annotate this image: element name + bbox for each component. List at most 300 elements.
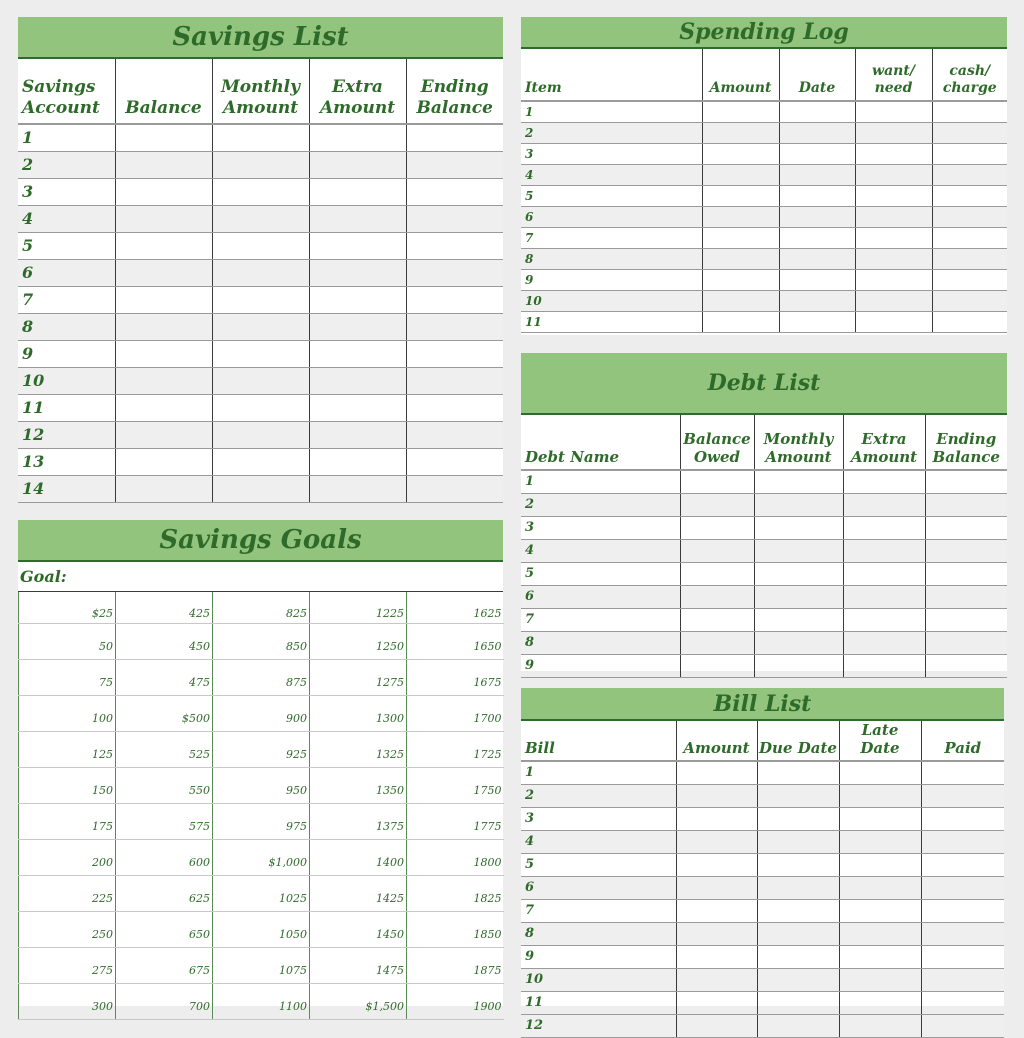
table-cell[interactable] (921, 991, 1004, 1014)
table-cell[interactable] (115, 124, 212, 151)
goal-amount-cell[interactable]: 200 (19, 839, 116, 875)
table-cell[interactable] (779, 227, 855, 248)
table-cell[interactable] (921, 1014, 1004, 1037)
goal-amount-cell[interactable]: 275 (19, 947, 116, 983)
table-cell[interactable] (212, 286, 309, 313)
row-number: 4 (521, 164, 702, 185)
table-cell[interactable] (309, 124, 406, 151)
table-cell[interactable] (855, 164, 932, 185)
table-cell[interactable] (932, 185, 1007, 206)
table-cell[interactable] (309, 421, 406, 448)
table-cell[interactable] (925, 516, 1007, 539)
table-cell[interactable] (680, 493, 754, 516)
table-cell[interactable] (839, 899, 921, 922)
goal-amount-cell[interactable]: 700 (116, 983, 213, 1019)
table-cell[interactable] (839, 991, 921, 1014)
table-row (18, 367, 503, 394)
table-cell[interactable] (855, 248, 932, 269)
goal-amount-cell[interactable]: 100 (19, 695, 116, 731)
table-cell[interactable] (932, 206, 1007, 227)
table-cell[interactable] (212, 259, 309, 286)
goal-row (19, 767, 504, 803)
table-cell[interactable] (309, 367, 406, 394)
table-cell[interactable] (115, 259, 212, 286)
table-cell[interactable] (309, 313, 406, 340)
table-cell[interactable] (676, 876, 757, 899)
table-cell[interactable] (839, 1014, 921, 1037)
table-row (521, 470, 1007, 493)
goal-amount-cell[interactable]: 50 (19, 623, 116, 659)
spending-log-header-want-need: want/ need (855, 49, 932, 101)
table-cell[interactable] (855, 206, 932, 227)
table-cell[interactable] (779, 269, 855, 290)
goal-amount-cell[interactable]: 925 (213, 731, 310, 767)
table-cell[interactable] (406, 367, 503, 394)
goal-amount-cell[interactable]: 1775 (407, 803, 504, 839)
table-cell[interactable] (855, 227, 932, 248)
table-cell[interactable] (680, 562, 754, 585)
row-number: 6 (521, 876, 676, 899)
spending-log-header-date: Date (779, 49, 855, 101)
table-cell[interactable] (754, 470, 843, 493)
table-cell[interactable] (932, 290, 1007, 311)
table-cell[interactable] (115, 232, 212, 259)
table-row (521, 631, 1007, 654)
goal-amount-cell[interactable]: 1625 (407, 592, 504, 623)
table-cell[interactable] (309, 394, 406, 421)
table-cell[interactable] (309, 151, 406, 178)
table-cell[interactable] (676, 830, 757, 853)
table-cell[interactable] (932, 143, 1007, 164)
table-cell[interactable] (754, 631, 843, 654)
table-cell[interactable] (676, 853, 757, 876)
table-cell[interactable] (309, 178, 406, 205)
table-cell[interactable] (680, 631, 754, 654)
table-cell[interactable] (925, 608, 1007, 631)
table-cell[interactable] (680, 516, 754, 539)
goal-amount-cell[interactable]: 1675 (407, 659, 504, 695)
table-cell[interactable] (932, 311, 1007, 332)
savings-list-header-monthly-amount: Monthly Amount (212, 59, 309, 124)
table-cell[interactable] (680, 470, 754, 493)
table-cell[interactable] (115, 340, 212, 367)
table-cell[interactable] (406, 205, 503, 232)
table-cell[interactable] (757, 899, 839, 922)
table-cell[interactable] (925, 539, 1007, 562)
table-cell[interactable] (932, 269, 1007, 290)
table-cell[interactable] (757, 784, 839, 807)
goal-amount-cell[interactable]: 75 (19, 659, 116, 695)
row-number: 6 (521, 206, 702, 227)
table-cell[interactable] (702, 311, 779, 332)
table-cell[interactable] (754, 608, 843, 631)
table-cell[interactable] (212, 151, 309, 178)
row-number: 1 (521, 470, 680, 493)
goal-amount-cell[interactable]: 950 (213, 767, 310, 803)
table-cell[interactable] (406, 340, 503, 367)
table-cell[interactable] (212, 232, 309, 259)
goal-amount-cell[interactable]: 1400 (310, 839, 407, 875)
table-cell[interactable] (757, 945, 839, 968)
goal-amount-cell[interactable]: 1375 (310, 803, 407, 839)
table-cell[interactable] (757, 968, 839, 991)
table-cell[interactable] (702, 227, 779, 248)
goal-amount-cell[interactable]: 600 (116, 839, 213, 875)
table-cell[interactable] (676, 807, 757, 830)
goal-amount-cell[interactable]: 525 (116, 731, 213, 767)
table-cell[interactable] (309, 475, 406, 502)
savings-goals-title: Savings Goals (18, 520, 503, 562)
table-cell[interactable] (212, 205, 309, 232)
table-cell[interactable] (309, 448, 406, 475)
table-cell[interactable] (702, 269, 779, 290)
table-cell[interactable] (115, 286, 212, 313)
table-cell[interactable] (925, 654, 1007, 677)
table-cell[interactable] (921, 899, 1004, 922)
table-cell[interactable] (779, 185, 855, 206)
table-cell[interactable] (406, 421, 503, 448)
savings-goals-grid (18, 592, 504, 1020)
row-number: 2 (521, 784, 676, 807)
goal-amount-cell[interactable]: 1300 (310, 695, 407, 731)
table-cell[interactable] (115, 448, 212, 475)
savings-list-header-row (18, 59, 503, 124)
goal-row (19, 592, 504, 623)
savings-list-header-savings-account: Savings Account (18, 59, 115, 124)
goal-amount-cell[interactable]: 975 (213, 803, 310, 839)
goal-amount-cell[interactable]: 1275 (310, 659, 407, 695)
table-cell[interactable] (921, 761, 1004, 784)
table-cell[interactable] (212, 448, 309, 475)
table-cell[interactable] (676, 761, 757, 784)
row-number: 2 (521, 122, 702, 143)
table-cell[interactable] (676, 899, 757, 922)
savings-goals-panel (18, 520, 503, 1013)
table-cell[interactable] (754, 539, 843, 562)
table-cell[interactable] (932, 164, 1007, 185)
table-cell[interactable] (779, 248, 855, 269)
goal-amount-cell[interactable]: $1,000 (213, 839, 310, 875)
goal-amount-cell[interactable]: 1900 (407, 983, 504, 1019)
table-cell[interactable] (843, 654, 925, 677)
goal-amount-cell[interactable]: 1325 (310, 731, 407, 767)
table-cell[interactable] (676, 922, 757, 945)
goal-amount-cell[interactable]: 675 (116, 947, 213, 983)
goal-amount-cell[interactable]: $1,500 (310, 983, 407, 1019)
savings-list-panel (18, 17, 503, 503)
table-cell[interactable] (754, 585, 843, 608)
row-number: 8 (18, 313, 115, 340)
goal-amount-cell[interactable]: 825 (213, 592, 310, 623)
goal-row (19, 911, 504, 947)
table-cell[interactable] (212, 421, 309, 448)
row-number: 13 (18, 448, 115, 475)
goal-amount-cell[interactable]: 250 (19, 911, 116, 947)
goal-amount-cell[interactable]: 175 (19, 803, 116, 839)
goal-amount-cell[interactable]: 1650 (407, 623, 504, 659)
row-number: 2 (18, 151, 115, 178)
table-row (521, 493, 1007, 516)
debt-list-table (521, 415, 1007, 678)
table-cell[interactable] (680, 539, 754, 562)
row-number: 1 (18, 124, 115, 151)
goal-amount-cell[interactable]: 1450 (310, 911, 407, 947)
table-cell[interactable] (839, 968, 921, 991)
table-cell[interactable] (406, 259, 503, 286)
goal-amount-cell[interactable]: 1800 (407, 839, 504, 875)
table-cell[interactable] (406, 151, 503, 178)
goal-amount-cell[interactable]: 1350 (310, 767, 407, 803)
row-number: 12 (18, 421, 115, 448)
table-cell[interactable] (921, 807, 1004, 830)
table-cell[interactable] (757, 761, 839, 784)
table-cell[interactable] (406, 124, 503, 151)
table-cell[interactable] (843, 539, 925, 562)
table-cell[interactable] (115, 151, 212, 178)
table-cell[interactable] (839, 830, 921, 853)
goal-amount-cell[interactable]: 1225 (310, 592, 407, 623)
table-cell[interactable] (855, 311, 932, 332)
goal-amount-cell[interactable]: $25 (19, 592, 116, 623)
table-cell[interactable] (925, 470, 1007, 493)
table-cell[interactable] (843, 608, 925, 631)
table-row (18, 286, 503, 313)
goal-amount-cell[interactable]: 300 (19, 983, 116, 1019)
table-cell[interactable] (855, 143, 932, 164)
goal-amount-cell[interactable]: 1700 (407, 695, 504, 731)
table-cell[interactable] (754, 562, 843, 585)
table-row (521, 539, 1007, 562)
table-cell[interactable] (921, 922, 1004, 945)
table-cell[interactable] (702, 143, 779, 164)
table-cell[interactable] (921, 945, 1004, 968)
table-cell[interactable] (921, 784, 1004, 807)
goal-amount-cell[interactable]: 850 (213, 623, 310, 659)
table-cell[interactable] (676, 945, 757, 968)
table-cell[interactable] (779, 206, 855, 227)
goal-amount-cell[interactable]: 1025 (213, 875, 310, 911)
table-cell[interactable] (212, 178, 309, 205)
table-cell[interactable] (702, 290, 779, 311)
table-cell[interactable] (676, 991, 757, 1014)
table-cell[interactable] (115, 205, 212, 232)
table-cell[interactable] (406, 232, 503, 259)
table-cell[interactable] (702, 164, 779, 185)
table-cell[interactable] (925, 562, 1007, 585)
table-cell[interactable] (309, 259, 406, 286)
goal-amount-cell[interactable]: 125 (19, 731, 116, 767)
table-cell[interactable] (309, 205, 406, 232)
table-row (521, 269, 1007, 290)
table-cell[interactable] (921, 968, 1004, 991)
table-cell[interactable] (702, 206, 779, 227)
table-cell[interactable] (855, 269, 932, 290)
goal-amount-cell[interactable]: 1425 (310, 875, 407, 911)
debt-list-header-ending-balance: Ending Balance (925, 415, 1007, 470)
table-cell[interactable] (406, 286, 503, 313)
table-cell[interactable] (921, 876, 1004, 899)
goal-amount-cell[interactable]: 650 (116, 911, 213, 947)
goal-amount-cell[interactable]: $500 (116, 695, 213, 731)
row-number: 8 (521, 922, 676, 945)
table-cell[interactable] (212, 313, 309, 340)
table-cell[interactable] (932, 122, 1007, 143)
goal-amount-cell[interactable]: 875 (213, 659, 310, 695)
spending-log-header-cash-charge: cash/ charge (932, 49, 1007, 101)
table-cell[interactable] (757, 807, 839, 830)
goal-amount-cell[interactable]: 1250 (310, 623, 407, 659)
table-cell[interactable] (212, 367, 309, 394)
table-cell[interactable] (757, 876, 839, 899)
table-row (521, 853, 1004, 876)
table-cell[interactable] (406, 313, 503, 340)
table-cell[interactable] (406, 178, 503, 205)
table-cell[interactable] (115, 421, 212, 448)
table-cell[interactable] (309, 232, 406, 259)
table-cell[interactable] (754, 516, 843, 539)
goal-amount-cell[interactable]: 425 (116, 592, 213, 623)
table-cell[interactable] (676, 968, 757, 991)
table-row (18, 124, 503, 151)
table-cell[interactable] (932, 227, 1007, 248)
row-number: 10 (521, 290, 702, 311)
table-cell[interactable] (839, 922, 921, 945)
table-row (18, 178, 503, 205)
table-cell[interactable] (779, 101, 855, 122)
row-number: 5 (18, 232, 115, 259)
goal-amount-cell[interactable]: 475 (116, 659, 213, 695)
table-cell[interactable] (843, 585, 925, 608)
table-cell[interactable] (843, 493, 925, 516)
goal-amount-cell[interactable]: 225 (19, 875, 116, 911)
table-row (521, 1014, 1004, 1037)
goal-amount-cell[interactable]: 550 (116, 767, 213, 803)
goal-amount-cell[interactable]: 625 (116, 875, 213, 911)
table-cell[interactable] (309, 340, 406, 367)
goal-amount-cell[interactable]: 1725 (407, 731, 504, 767)
table-cell[interactable] (855, 185, 932, 206)
row-number: 3 (521, 516, 680, 539)
table-row (521, 311, 1007, 332)
table-cell[interactable] (676, 1014, 757, 1037)
table-cell[interactable] (757, 853, 839, 876)
table-cell[interactable] (676, 784, 757, 807)
table-row (521, 248, 1007, 269)
table-cell[interactable] (921, 853, 1004, 876)
table-cell[interactable] (843, 470, 925, 493)
table-cell[interactable] (932, 248, 1007, 269)
table-cell[interactable] (702, 248, 779, 269)
table-cell[interactable] (702, 101, 779, 122)
table-cell[interactable] (406, 394, 503, 421)
table-cell[interactable] (839, 807, 921, 830)
table-cell[interactable] (115, 475, 212, 502)
table-cell[interactable] (921, 830, 1004, 853)
table-cell[interactable] (757, 991, 839, 1014)
table-cell[interactable] (779, 164, 855, 185)
goal-amount-cell[interactable]: 1050 (213, 911, 310, 947)
table-cell[interactable] (212, 475, 309, 502)
table-cell[interactable] (839, 784, 921, 807)
row-number: 9 (521, 269, 702, 290)
goal-amount-cell[interactable]: 450 (116, 623, 213, 659)
table-cell[interactable] (779, 311, 855, 332)
table-cell[interactable] (212, 340, 309, 367)
goal-amount-cell[interactable]: 1475 (310, 947, 407, 983)
debt-list-header-extra-amount: Extra Amount (843, 415, 925, 470)
table-cell[interactable] (843, 562, 925, 585)
table-cell[interactable] (702, 122, 779, 143)
table-cell[interactable] (843, 516, 925, 539)
table-cell[interactable] (839, 876, 921, 899)
table-cell[interactable] (855, 122, 932, 143)
table-row (521, 608, 1007, 631)
row-number: 7 (521, 608, 680, 631)
goal-amount-cell[interactable]: 575 (116, 803, 213, 839)
bill-list-header-bill: Bill (521, 721, 676, 761)
table-cell[interactable] (779, 143, 855, 164)
goal-amount-cell[interactable]: 1750 (407, 767, 504, 803)
table-row (18, 421, 503, 448)
goal-amount-cell[interactable]: 1100 (213, 983, 310, 1019)
table-cell[interactable] (932, 101, 1007, 122)
table-cell[interactable] (839, 853, 921, 876)
table-cell[interactable] (855, 101, 932, 122)
goal-amount-cell[interactable]: 1875 (407, 947, 504, 983)
table-cell[interactable] (839, 945, 921, 968)
debt-list-body (521, 470, 1007, 677)
row-number: 4 (521, 539, 680, 562)
table-cell[interactable] (757, 1014, 839, 1037)
row-number: 3 (521, 807, 676, 830)
table-cell[interactable] (406, 448, 503, 475)
table-cell[interactable] (855, 290, 932, 311)
goal-amount-cell[interactable]: 900 (213, 695, 310, 731)
table-cell[interactable] (925, 493, 1007, 516)
table-cell[interactable] (925, 631, 1007, 654)
table-cell[interactable] (779, 122, 855, 143)
goal-amount-cell[interactable]: 1075 (213, 947, 310, 983)
goal-amount-cell[interactable]: 150 (19, 767, 116, 803)
goal-field[interactable] (18, 562, 503, 592)
table-cell[interactable] (754, 493, 843, 516)
table-cell[interactable] (702, 185, 779, 206)
goal-amount-cell[interactable]: 1825 (407, 875, 504, 911)
row-number: 4 (521, 830, 676, 853)
table-cell[interactable] (212, 394, 309, 421)
table-cell[interactable] (779, 290, 855, 311)
table-cell[interactable] (212, 124, 309, 151)
table-cell[interactable] (839, 761, 921, 784)
table-cell[interactable] (406, 475, 503, 502)
table-cell[interactable] (757, 922, 839, 945)
table-cell[interactable] (680, 608, 754, 631)
table-cell[interactable] (754, 654, 843, 677)
table-cell[interactable] (115, 313, 212, 340)
table-cell[interactable] (115, 178, 212, 205)
table-cell[interactable] (680, 654, 754, 677)
table-row (18, 259, 503, 286)
table-cell[interactable] (925, 585, 1007, 608)
table-cell[interactable] (115, 367, 212, 394)
goal-amount-cell[interactable]: 1850 (407, 911, 504, 947)
table-cell[interactable] (843, 631, 925, 654)
table-cell[interactable] (757, 830, 839, 853)
table-cell[interactable] (309, 286, 406, 313)
table-cell[interactable] (680, 585, 754, 608)
table-cell[interactable] (115, 394, 212, 421)
table-row (521, 807, 1004, 830)
